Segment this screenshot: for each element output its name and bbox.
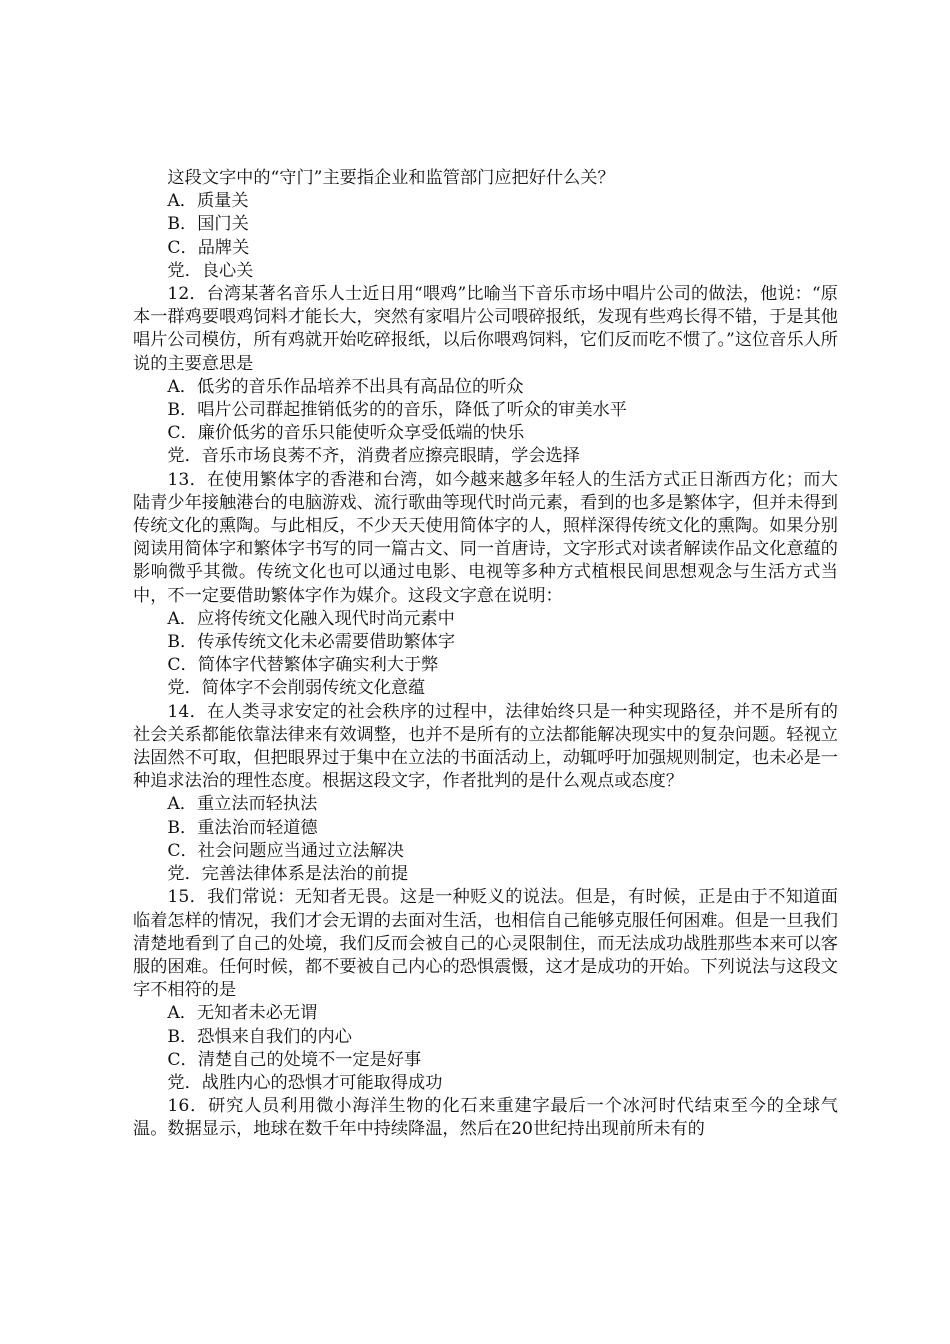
question-16-stem: 16．研究人员利用微小海洋生物的化石来重建字最后一个冰河时代结束至今的全球气温。数据显示，地球在数千年中持续降温，然后在20世纪持出现前所未有的 bbox=[133, 1096, 838, 1140]
question-15-option-b: B．恐惧来自我们的内心 bbox=[167, 1026, 352, 1047]
question-15-stem: 15．我们常说：无知者无畏。这是一种贬义的说法。但是，有时候，正是由于不知道面临着怎样的情况，我们才会无谓的去面对生活，也相信自己能够克服任何困难。但是一旦我们清楚地看到了自己的处境，我们反而会被自己的心灵限制住，而无法成功战胜那些本来可以客服的困难。任何时候，都不要被自己内心的恐惧震慑，这才是成功的开始。下列说法与这段文字不相符的是 bbox=[133, 887, 838, 1001]
question-13-option-c: C．简体字代替繁体字确实利大于弊 bbox=[167, 655, 439, 676]
question-13-option-b: B．传承传统文化未必需要借助繁体字 bbox=[167, 632, 456, 653]
question-12-stem: 12．台湾某著名音乐人士近日用“喂鸡”比喻当下音乐市场中唱片公司的做法，他说：“原本一群鸡要喂鸡饲料才能长大，突然有家唱片公司喂碎报纸，发现有些鸡长得不错，于是其他唱片公司模仿，所有鸡就开始吃碎报纸，以后你喂鸡饲料，它们反而吃不惯了。”这位音乐人所说的主要意思是 bbox=[133, 284, 838, 374]
question-14-option-c: C．社会问题应当通过立法解决 bbox=[167, 840, 404, 861]
question-12-option-d: 党．音乐市场良莠不齐，消费者应擦亮眼睛，学会选择 bbox=[167, 446, 580, 467]
question-15-option-d: 党．战胜内心的恐惧才可能取得成功 bbox=[167, 1072, 443, 1093]
question-11-stem: 这段文字中的“守门”主要指企业和监管部门应把好什么关？ bbox=[167, 168, 615, 188]
question-11-option-b: B．国门关 bbox=[167, 214, 249, 235]
question-13-stem: 13．在使用繁体字的香港和台湾，如今越来越多年轻人的生活方式正日渐西方化；而大陆青少年接触港台的电脑游戏、流行歌曲等现代时尚元素，看到的也多是繁体字，但并未得到传统文化的熏陶。与此相反，不少天天使用简体字的人，照样深得传统文化的熏陶。如果分别阅读用简体字和繁体字书写的同一篇古文、同一首唐诗，文字形式对读者解读作品文化意蕴的影响微乎其微。传统文化也可以通过电影、电视等多种方式植根民间思想观念与生活方式当中，不一定要借助繁体字作为媒介。这段文字意在说明： bbox=[133, 469, 838, 606]
question-13-option-d: 党．简体字不会削弱传统文化意蕴 bbox=[167, 678, 426, 699]
question-11-option-a: A．质量关 bbox=[167, 191, 249, 212]
question-11-option-c: C．品牌关 bbox=[167, 237, 250, 258]
question-14-option-d: 党．完善法律体系是法治的前提 bbox=[167, 864, 409, 885]
question-11-option-d: 党．良心关 bbox=[167, 260, 254, 281]
document-page bbox=[133, 167, 838, 1142]
question-14-stem: 14．在人类寻求安定的社会秩序的过程中，法律始终只是一种实现路径，并不是所有的社会关系都能依靠法律来有效调整，也并不是所有的立法都能解决现实中的复杂问题。轻视立法固然不可取，但把眼界过于集中在立法的书面活动上，动辄呼吁加强规则制定，也未必是一种追求法治的理性态度。根据这段文字，作者批判的是什么观点或态度？ bbox=[133, 701, 838, 792]
question-15-option-c: C．清楚自己的处境不一定是好事 bbox=[167, 1049, 422, 1070]
question-13-option-a: A．应将传统文化融入现代时尚元素中 bbox=[167, 608, 455, 629]
question-12-option-c: C．廉价低劣的音乐只能使听众享受低端的快乐 bbox=[167, 423, 525, 444]
question-12-option-b: B．唱片公司群起推销低劣的的音乐，降低了听众的审美水平 bbox=[167, 400, 627, 421]
question-14-option-a: A．重立法而轻执法 bbox=[167, 794, 318, 815]
question-14-option-b: B．重法治而轻道德 bbox=[167, 817, 318, 838]
question-15-option-a: A．无知者未必无谓 bbox=[167, 1003, 318, 1024]
question-12-option-a: A．低劣的音乐作品培养不出具有高品位的听众 bbox=[167, 376, 524, 397]
